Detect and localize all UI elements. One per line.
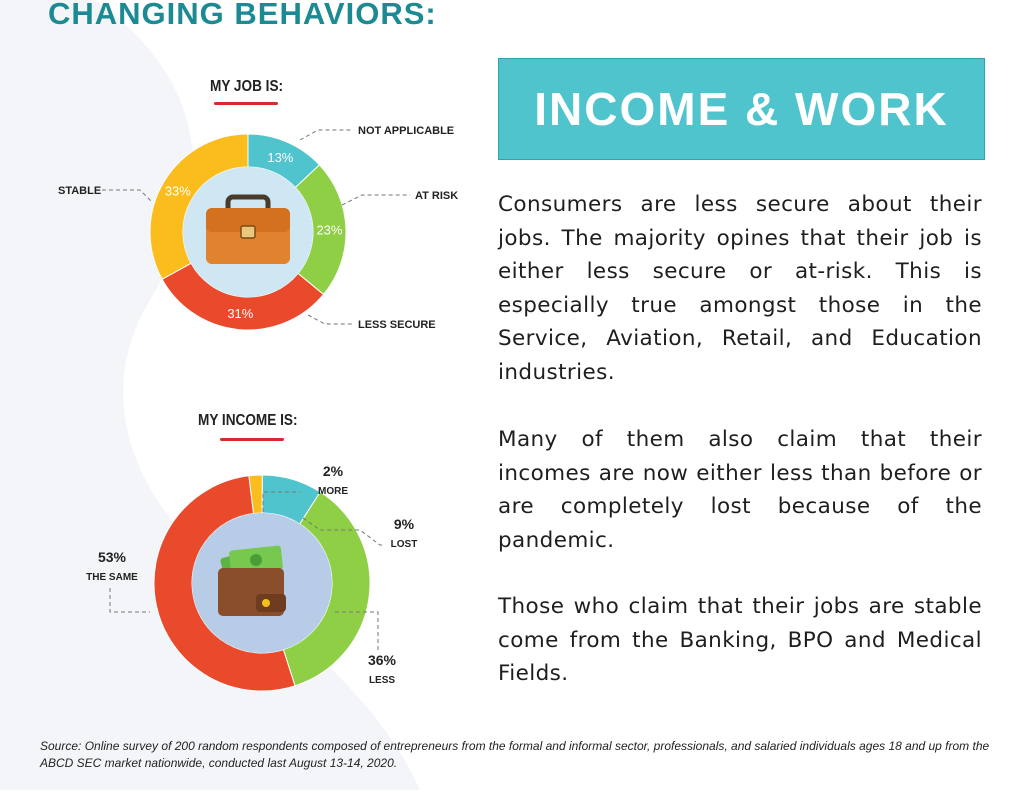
job-slice-label-not-applicable: 13%	[267, 150, 294, 166]
job-donut-chart	[58, 125, 458, 331]
job-slice-label-stable: 33%	[164, 183, 191, 199]
income-work-banner	[498, 58, 985, 160]
job-chart-title: MY JOB IS:	[210, 78, 284, 95]
income-legend-lost: LOST	[390, 539, 418, 550]
income-chart-title: MY INCOME IS:	[198, 412, 298, 429]
income-legend-more: MORE	[318, 486, 348, 497]
income-donut-chart	[86, 463, 417, 691]
banner-title: INCOME & WORK	[534, 83, 949, 135]
paragraph-income-loss: Many of them also claim that their incomes are now either less than before or are completely lost because of the pandemic.	[498, 427, 982, 553]
job-legend-not-applicable: NOT APPLICABLE	[358, 125, 455, 137]
income-value-less: 36%	[367, 652, 397, 668]
job-legend-less-secure: LESS SECURE	[358, 319, 436, 331]
job-slice-label-at-risk: 23%	[316, 222, 343, 238]
source-footnote: Source: Online survey of 200 random respondents composed of entrepreneurs from the formal and informal sector, professionals, and salaried individuals ages 18 and up from the ABCD SEC market nationwide, conducted last August 13-14, 2020.	[40, 739, 990, 770]
income-value-same: 53%	[97, 549, 127, 565]
paragraph-stable-jobs: Those who claim that their jobs are stable come from the Banking, BPO and Medical Fields.	[498, 594, 982, 686]
income-title-underline	[220, 438, 284, 441]
paragraph-job-security: Consumers are less secure about their jobs. The majority opines that their job is either less secure or at-risk. This is especially true amongst those in the Service, Aviation, Retail, and Education industries.	[498, 192, 982, 385]
income-legend-same: THE SAME	[86, 572, 138, 583]
income-legend-less: LESS	[368, 675, 396, 686]
job-title-underline	[214, 102, 278, 105]
job-slice-label-less-secure: 31%	[227, 306, 254, 322]
job-legend-stable: STABLE	[58, 185, 102, 197]
income-value-more: 2%	[322, 463, 344, 479]
income-value-lost: 9%	[393, 516, 415, 532]
page-title: CHANGING BEHAVIORS:	[48, 0, 437, 31]
job-legend-at-risk: AT RISK	[415, 190, 459, 202]
